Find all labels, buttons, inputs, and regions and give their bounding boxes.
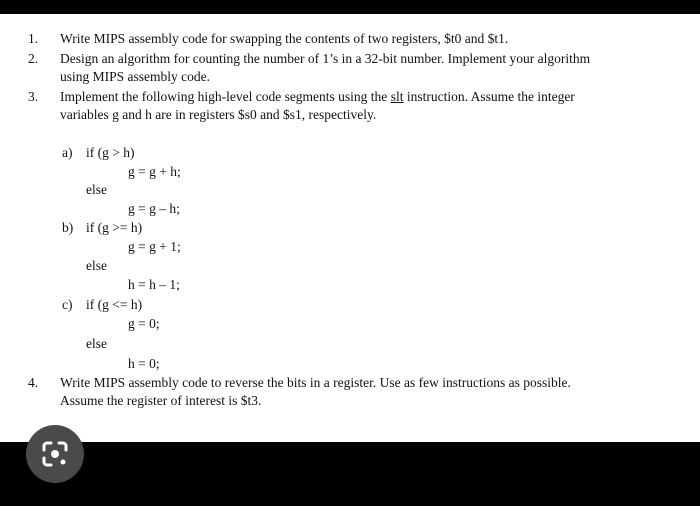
question-number: 2. (28, 51, 39, 66)
question-number: 1. (28, 31, 39, 46)
google-lens-icon[interactable] (26, 425, 84, 483)
question-text (60, 88, 575, 105)
question-text: variables g and h are in registers $s0 and $s1, respectively. (60, 107, 377, 122)
question-text-part: Implement the following high-level code segments using the (60, 89, 391, 104)
question-text: Write MIPS assembly code for swapping the contents of two registers, $t0 and $t1. (60, 31, 509, 46)
question-text-part: instruction. Assume the integer (403, 89, 575, 104)
part-condition: if (g <= h) (86, 297, 143, 312)
document-page (0, 14, 700, 442)
part-else-stmt: g = g – h; (128, 201, 180, 216)
question-number: 4. (28, 375, 39, 390)
question-number: 3. (28, 89, 39, 104)
part-then: g = 0; (128, 316, 160, 331)
question-text: Assume the register of interest is $t3. (60, 393, 262, 408)
part-else-stmt: h = 0; (128, 356, 160, 371)
part-else: else (86, 336, 107, 351)
part-label: c) (62, 297, 73, 312)
part-label: b) (62, 220, 74, 235)
lens-glyph (40, 439, 70, 469)
part-else: else (86, 258, 107, 273)
part-else-stmt: h = h – 1; (128, 277, 180, 292)
part-then: g = g + 1; (128, 239, 181, 254)
part-then: g = g + h; (128, 164, 181, 179)
question-text: Design an algorithm for counting the number of 1’s in a 32-bit number. Implement your algorithm (60, 51, 591, 66)
part-label: a) (62, 145, 73, 160)
part-else: else (86, 182, 107, 197)
bottom-bar (0, 442, 700, 506)
part-condition: if (g > h) (86, 145, 135, 160)
question-text: using MIPS assembly code. (60, 69, 210, 84)
question-text: Write MIPS assembly code to reverse the bits in a register. Use as few instructions as possible. (60, 375, 571, 390)
part-condition: if (g >= h) (86, 220, 143, 235)
slt-keyword: slt (390, 89, 404, 104)
